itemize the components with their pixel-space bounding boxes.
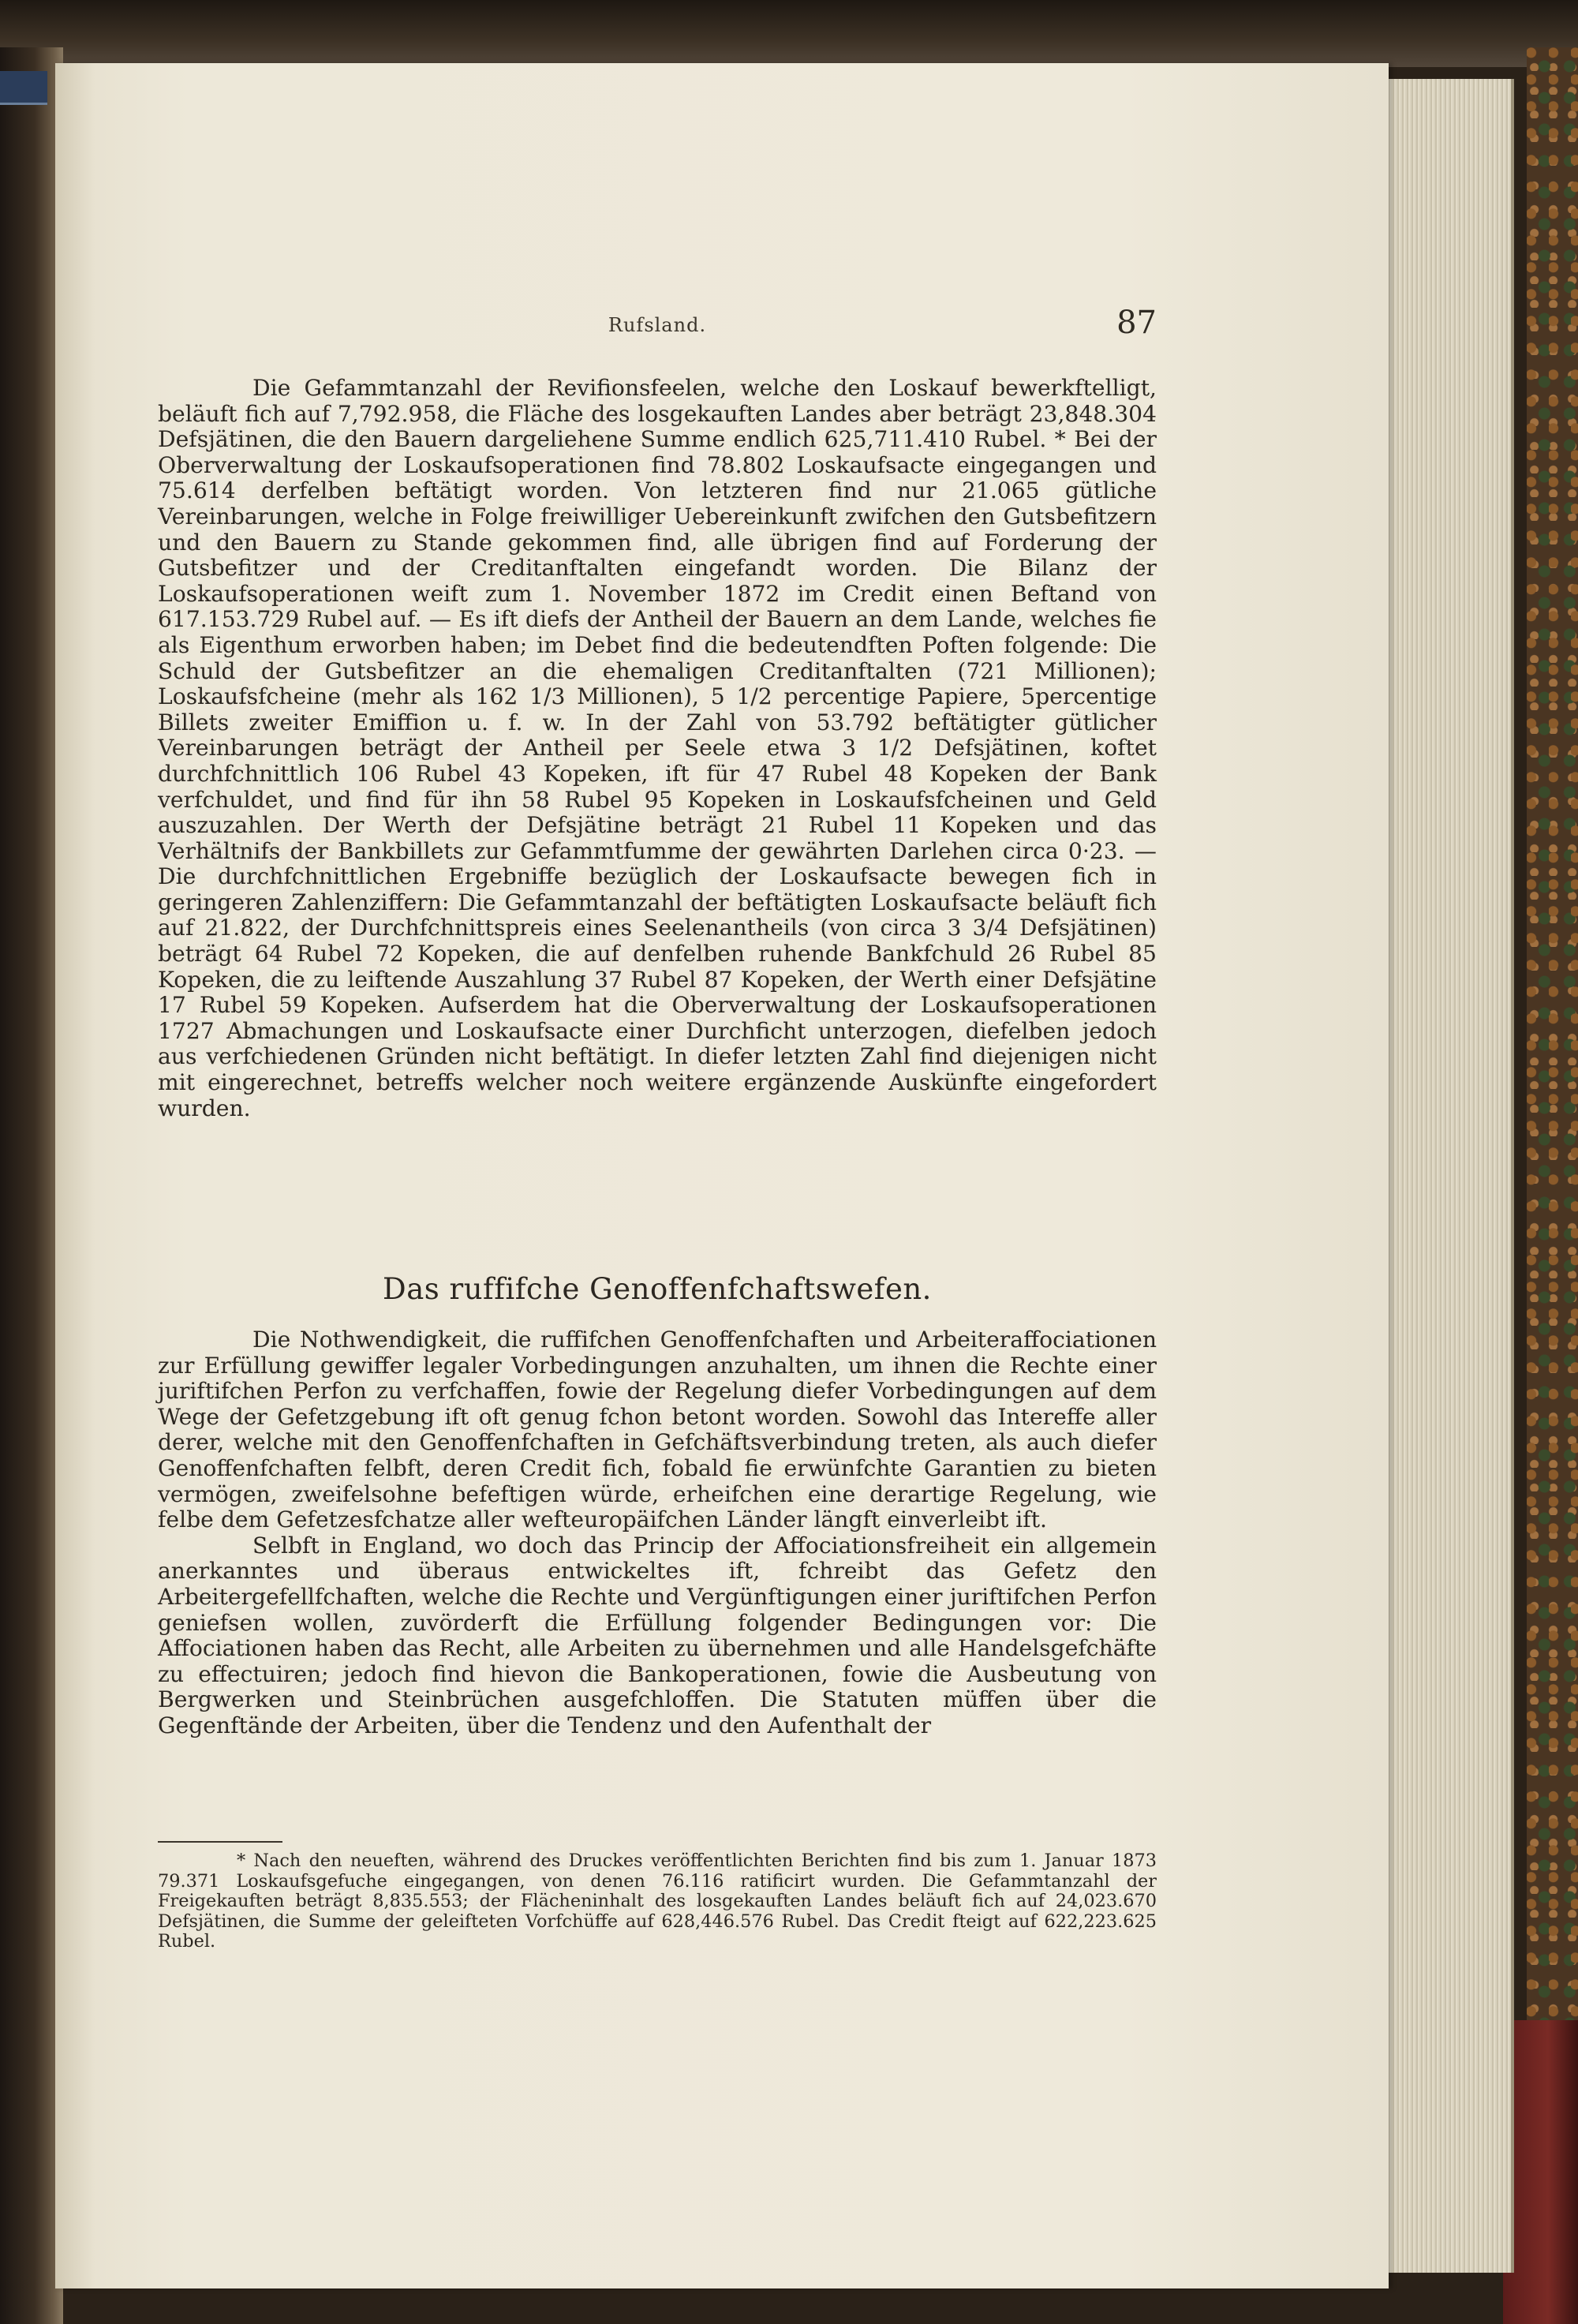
page-number: 87 (1116, 305, 1157, 341)
section-title: Das ruffifche Genoffenfchaftswefen. (383, 1272, 932, 1306)
paragraph-nothwendigkeit: Die Nothwendigkeit, die ruffifchen Genoffenfchaften und Arbeiteraffociationen zur Erfüllung gewiffer legaler Vorbedingungen anzuhalten, um ihnen die Rechte einer juriftifchen Perfon zu verfchaffen, fowie der Regelung diefer Vorbedingungen auf dem Wege der Gefetzgebung ift oft genug fchon betont worden. Sowohl das Intereffe aller derer, welche mit den Genoffenfchaften in Gefchäftsverbindung treten, als auch diefer Genoffenfchaften felbft, deren Credit fich, fobald fie erwünfchte Garantien zu bieten vermögen, zweifelsohne befeftigen würde, erheifchen eine derartige Regelung, wie felbe dem Gefetzesfchatze aller wefteuropäifchen Länder längft einverleibt ift. (158, 1327, 1157, 1533)
book-binding-left (0, 47, 63, 2324)
page-header (158, 305, 1157, 349)
paragraph-england: Selbft in England, wo doch das Princip der Affociationsfreiheit ein allgemein anerkanntes und überaus entwickeltes ift, fchreibt das Gefetz den Arbeitergefellfchaften, welche die Rechte und Vergünftigungen einer juriftifchen Perfon geniefsen wollen, zuvörderft die Erfüllung folgender Bedingungen vor: Die Affociationen haben das Recht, alle Arbeiten zu übernehmen und alle Handelsgefchäfte zu effectuiren; jedoch find hievon die Bankoperationen, fowie die Ausbeutung von Bergwerken und Steinbrüchen ausgefchloffen. Die Statuten müffen über die Gegenftände der Arbeiten, über die Tendenz und den Aufenthalt der (158, 1532, 1157, 1738)
book-top-shadow (0, 0, 1578, 67)
book-cover-leather (1503, 2020, 1578, 2324)
page-edges (1377, 79, 1514, 2273)
running-head: Rufsland. (608, 314, 707, 336)
footnote-divider (158, 1841, 282, 1843)
footnote-text: * Nach den neueften, während des Druckes veröffentlichten Berichten find bis zum 1. Januar 1873 79.371 Loskaufsgefuche eingegangen, von denen 76.116 ratificirt wurden. Die Gefammtanzahl der Freigekauften beträgt 8,835.553; der Flächeninhalt des losgekauften Landes beläuft fich auf 24,023.670 Defsjätinen, die Summe der geleifteten Vorfchüffe auf 628,446.576 Rubel. Das Credit fteigt auf 622,223.625 Rubel. (158, 1851, 1157, 1952)
paragraph-loskauf: Die Gefammtanzahl der Revifionsfeelen, welche den Loskauf bewerkftelligt, beläuft fich auf 7,792.958, die Fläche des losgekauften Landes aber beträgt 23,848.304 Defsjätinen, die den Bauern dargeliehene Summe endlich 625,711.410 Rubel. * Bei der Oberverwaltung der Loskaufsoperationen find 78.802 Loskaufsacte eingegangen und 75.614 derfelben beftätigt worden. Von letzteren find nur 21.065 gütliche Vereinbarungen, welche in Folge freiwilliger Uebereinkunft zwifchen den Gutsbefitzern und den Bauern zu Stande gekommen find, alle übrigen find auf Forderung der Gutsbefitzer und der Creditanftalten eingefandt worden. Die Bilanz der Loskaufsoperationen weift zum 1. November 1872 im Credit einen Beftand von 617.153.729 Rubel auf. — Es ift diefs der Antheil der Bauern an dem Lande, welches fie als Eigenthum erworben haben; im Debet find die bedeutendften Poften folgende: Die Schuld der Gutsbefitzer an die ehemaligen Creditanftalten (721 Millionen); Loskaufsfcheine (mehr als 162 1/3 Millionen), 5 1/2 percentige Papiere, 5percentige Billets zweiter Emiffion u. f. w. In der Zahl von 53.792 beftätigter gütlicher Vereinbarungen beträgt der Antheil per Seele etwa 3 1/2 Defsjätinen, koftet durchfchnittlich 106 Rubel 43 Kopeken, ift für 47 Rubel 48 Kopeken der Bank verfchuldet, und find für ihn 58 Rubel 95 Kopeken in Loskaufsfcheinen und Geld auszuzahlen. Der Werth der Defsjätine beträgt 21 Rubel 11 Kopeken und das Verhältnifs der Bankbillets zur Gefammtfumme der gewährten Darlehen circa 0·23. — Die durchfchnittlichen Ergebniffe bezüglich der Loskaufsacte bewegen fich in geringeren Zahlenziffern: Die Gefammtanzahl der beftätigten Loskaufsacte beläuft fich auf 21.822, der Durchfchnittspreis eines Seelenantheils (von circa 3 3/4 Defsjätinen) beträgt 64 Rubel 72 Kopeken, die auf denfelben ruhende Bankfchuld 26 Rubel 85 Kopeken, die zu leiftende Auszahlung 37 Rubel 87 Kopeken, der Werth einer Defsjätine 17 Rubel 59 Kopeken. Aufserdem hat die Oberverwaltung der Loskaufsoperationen 1727 Abmachungen und Loskaufsacte einer Durchficht unterzogen, diefelben jedoch aus verfchiedenen Gründen nicht beftätigt. In diefer letzten Zahl find diejenigen nicht mit eingerechnet, betreffs welcher noch weitere ergänzende Auskünfte eingefordert wurden. (158, 375, 1157, 1121)
book-cover-marbled (1527, 47, 1578, 2324)
book-binding-tab (0, 71, 47, 105)
main-text-block (158, 376, 1157, 1121)
section-text-block (158, 1327, 1157, 1739)
footnote-block (158, 1851, 1157, 1952)
